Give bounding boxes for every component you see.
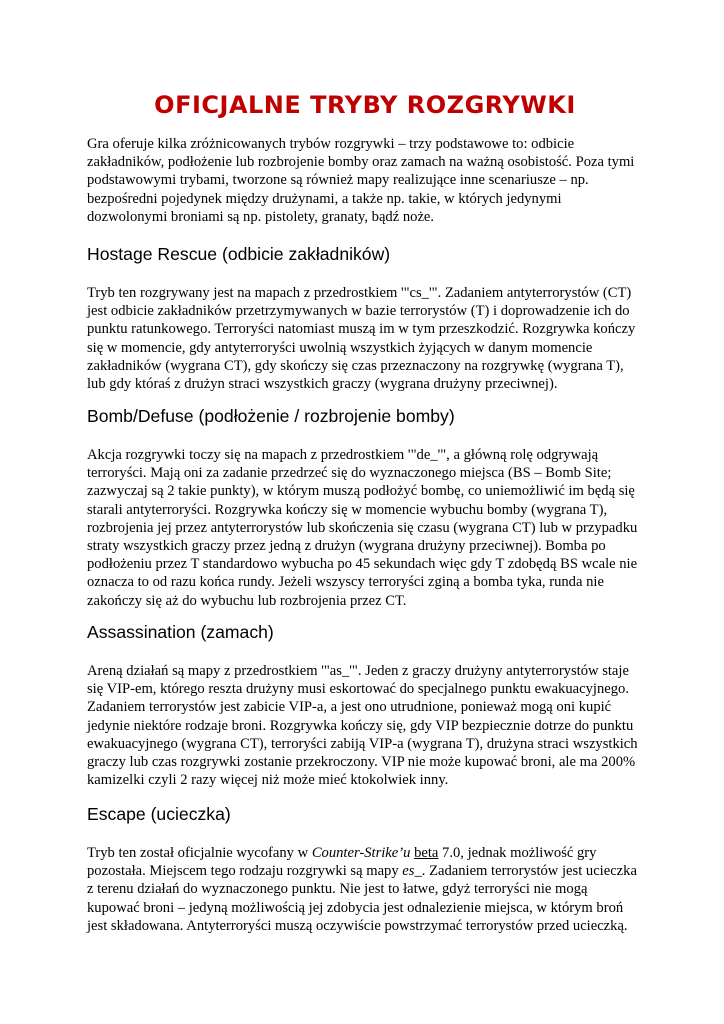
heading-escape: Escape (ucieczka) — [87, 804, 231, 824]
section-hostage-rescue — [87, 284, 643, 393]
beta-link[interactable]: beta — [414, 845, 439, 861]
heading-bomb-defuse: Bomb/Defuse (podłożenie / rozbrojenie bomby) — [87, 406, 455, 426]
escape-text-after: . Zadaniem terrorystów jest ucieczka z terenu działań do wyznaczonego punktu. Nie jest to łatwe, gdyż terroryści nie mogą kupować broni – jedyną możliwością jej zdobycia jest odnalezienie miejsca, w którym broń jest składowana. Antyterroryści muszą oczywiście powstrzymać terrorystów przed ucieczką. — [87, 863, 637, 934]
paragraph-hostage-rescue: Tryb ten rozgrywany jest na mapach z przedrostkiem '"cs_'". Zadaniem antyterrorystów (CT) jest odbicie zakładników przetrzymywanych w bazie terrorystów (T) i doprowadzenie ich do punktu ratunkowego. Terroryści natomiast muszą im w tym przeszkodzić. Rozgrywka kończy się w momencie, gdy antyterroryści uwolnią wszystkich żyjących w danym momencie zakładników (wygrana CT), gdy skończy się czas przeznaczony na rozgrywkę (wygrana T), lub gdy któraś z drużyn straci wszystkich graczy (wygrana drużyny przeciwnej). — [87, 285, 636, 393]
heading-hostage-rescue: Hostage Rescue (odbicie zakładników) — [87, 244, 391, 264]
paragraph-bomb-defuse: Akcja rozgrywki toczy się na mapach z przedrostkiem '"de_'", a główną rolę odgrywają terroryści. Mają oni za zadanie przedrzeć się do wyznaczonego miejsca (BS – Bomb Site; zazwyczaj są 2 takie punkty), w którym muszą podłożyć bombę, co uniemożliwić im będą się starali antyterroryści. Rozgrywka kończy się w momencie wybuchu bomby (wygrana T), rozbrojenia jej przez antyterrorystów lub skończenia się czasu (wygrana CT) lub w przypadku straty wszystkich graczy przez jedną z drużyn (wygrana drużyny przeciwnej). Bomba po podłożeniu przez T standardowo wybucha po 45 sekundach więc gdy T zdobędą BS wcale nie oznacza to od razu końca rundy. Jeżeli wszyscy terroryści zginą a bomba tyka, runda nie zakończy się aż do wybuchu lub rozbrojenia przez CT. — [87, 447, 638, 609]
heading-assassination: Assassination (zamach) — [87, 622, 274, 642]
escape-text-italic-2: es_ — [402, 863, 422, 880]
page-title: OFICJALNE TRYBY ROZGRYWKI — [154, 91, 576, 119]
escape-text-italic: Counter-Strike’u — [311, 845, 411, 861]
intro-paragraph: Gra oferuje kilka zróżnicowanych trybów rozgrywki – trzy podstawowe to: odbicie zakładników, podłożenie lub rozbrojenie bomby oraz zamach na ważną osobistość. Poza tymi podstawowymi trybami, tworzone są również mapy realizujące inne scenariusze – np. bezpośredni pojedynek między drużynami, a także np. takie, w których jedynymi dozwolonymi broniami są np. pistolety, granaty, bądź noże. — [87, 136, 635, 225]
paragraph-escape — [87, 844, 643, 935]
section-assassination — [87, 662, 643, 789]
escape-text-before: Tryb ten został oficjalnie wycofany w — [87, 845, 312, 861]
section-bomb-defuse — [87, 446, 643, 610]
escape-text-mid: 7.0, jednak możliwość gry pozostała. Miejscem tego rodzaju rozgrywki są mapy — [87, 845, 597, 880]
paragraph-assassination: Areną działań są mapy z przedrostkiem '"as_'". Jeden z graczy drużyny antyterrorystów staje się VIP-em, którego reszta drużyny musi eskortować do specjalnego punktu ewakuacyjnego. Zadaniem terrorystów jest zabicie VIP-a, a jest ono utrudnione, ponieważ mogą oni kupić jedynie niektóre rodzaje broni. Rozgrywka kończy się, gdy VIP bezpiecznie dotrze do punktu ewakuacyjnego (wygrana CT), terroryści zabiją VIP-a (wygrana T), drużyna straci wszystkich graczy lub czas rozgrywki zostanie przekroczony. VIP nie może kupować broni, ale ma 200% kamizelki czyli 2 razy więcej niż może mieć ktokolwiek inny. — [87, 663, 638, 789]
section-escape — [87, 844, 643, 935]
intro-paragraph-block — [87, 135, 643, 226]
